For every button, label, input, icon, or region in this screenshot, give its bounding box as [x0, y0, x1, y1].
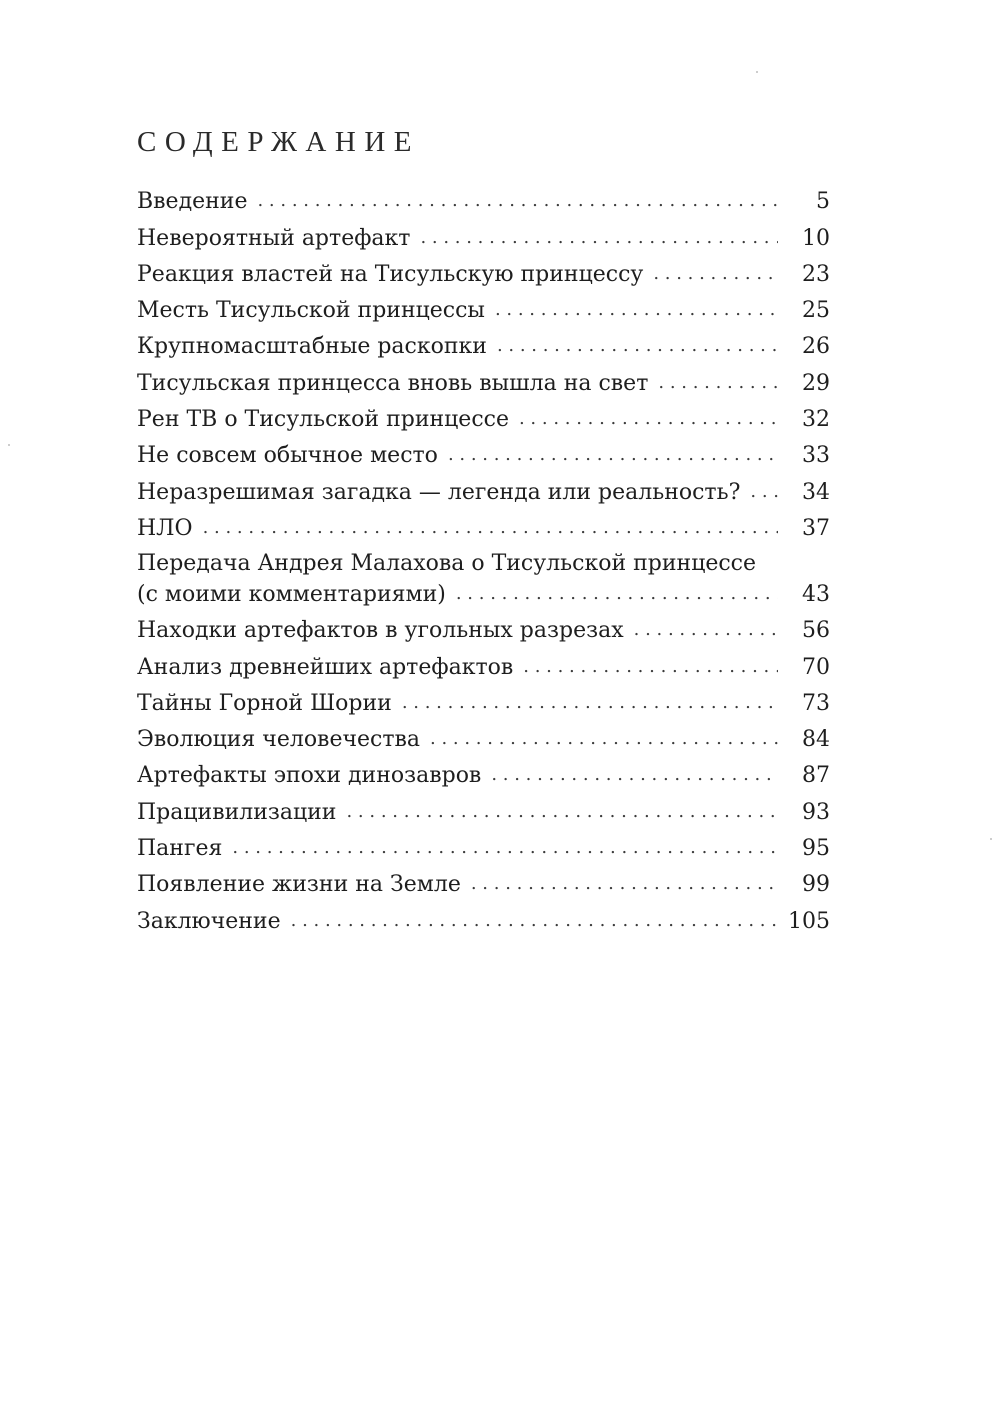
paper-speck	[8, 444, 10, 446]
toc-entry-title: Неразрешимая загадка — легенда или реальность?	[137, 478, 750, 508]
leader-dots	[448, 440, 778, 470]
toc-entry[interactable]	[137, 864, 830, 900]
toc-entry[interactable]	[137, 399, 830, 435]
toc-entry-page: 43	[802, 581, 830, 607]
toc-entry-page: 5	[816, 189, 830, 215]
toc-entry-page: 73	[802, 690, 830, 716]
toc-entry-page: 95	[802, 836, 830, 862]
toc-entry-title: Рен ТВ о Тисульской принцессе	[137, 405, 519, 435]
leader-dots	[257, 186, 778, 216]
toc-entry-title-line2: (с моими комментариями)	[137, 580, 456, 610]
toc-entry[interactable]	[137, 471, 830, 507]
toc-entry[interactable]	[137, 362, 830, 398]
toc-entry[interactable]	[137, 755, 830, 791]
toc-entry-page: 56	[802, 618, 830, 644]
toc-entry-title: Введение	[137, 187, 257, 217]
toc-entry-title: НЛО	[137, 514, 203, 544]
toc-entry-title: Эволюция человечества	[137, 725, 430, 755]
leader-dots	[203, 513, 778, 543]
leader-dots	[420, 223, 778, 253]
toc-entry-page: 70	[802, 654, 830, 680]
toc-entry-page: 29	[802, 370, 830, 396]
toc-entry[interactable]	[137, 683, 830, 719]
toc-entry[interactable]	[137, 181, 830, 217]
toc-entry-title: Месть Тисульской принцессы	[137, 296, 495, 326]
toc-entry[interactable]	[137, 791, 830, 827]
leader-dots	[471, 869, 778, 899]
toc-entry[interactable]	[137, 290, 830, 326]
toc-entry-title: Артефакты эпохи динозавров	[137, 761, 491, 791]
toc-entry-title: Крупномасштабные раскопки	[137, 332, 497, 362]
toc-entry-title: Появление жизни на Земле	[137, 870, 471, 900]
toc-entry-title: Заключение	[137, 907, 291, 937]
toc-entry-title: Тисульская принцесса вновь вышла на свет	[137, 369, 658, 399]
toc-entry-page: 34	[802, 479, 830, 505]
toc-entry-title: Анализ древнейших артефактов	[137, 653, 523, 683]
leader-dots	[634, 615, 778, 645]
toc-entry-title: Находки артефактов в угольных разрезах	[137, 616, 634, 646]
toc-entry-page: 93	[802, 799, 830, 825]
leader-dots	[750, 477, 778, 507]
toc-entry-title: Тайны Горной Шории	[137, 689, 402, 719]
paper-speck	[990, 838, 992, 840]
toc-heading: СОДЕРЖАНИЕ	[137, 126, 420, 158]
leader-dots	[497, 331, 778, 361]
toc-entry-page: 32	[802, 407, 830, 433]
toc-entry-title: Пангея	[137, 834, 232, 864]
toc-entry[interactable]	[137, 646, 830, 682]
toc-entry[interactable]	[137, 326, 830, 362]
leader-dots	[523, 652, 778, 682]
toc-entry-page: 99	[802, 872, 830, 898]
toc-entry-title: Не совсем обычное место	[137, 441, 448, 471]
toc-entry[interactable]	[137, 508, 830, 544]
toc-entry-page: 10	[802, 225, 830, 251]
leader-dots	[658, 368, 778, 398]
leader-dots	[653, 259, 778, 289]
paper-speck	[756, 71, 758, 73]
toc-list	[137, 181, 830, 937]
toc-entry[interactable]	[137, 719, 830, 755]
toc-entry-title: Працивилизации	[137, 798, 346, 828]
leader-dots	[402, 688, 778, 718]
toc-entry-page: 37	[802, 515, 830, 541]
toc-entry-page: 23	[802, 261, 830, 287]
toc-entry[interactable]	[137, 610, 830, 646]
toc-entry[interactable]	[137, 254, 830, 290]
leader-dots	[456, 579, 778, 609]
toc-entry-title-line1: Передача Андрея Малахова о Тисульской принцессе	[137, 550, 757, 576]
toc-entry-page: 87	[802, 763, 830, 789]
leader-dots	[232, 833, 778, 863]
toc-entry-page: 105	[788, 908, 830, 934]
toc-entry[interactable]	[137, 217, 830, 253]
toc-entry[interactable]	[137, 544, 830, 610]
leader-dots	[291, 906, 778, 936]
leader-dots	[346, 797, 778, 827]
toc-entry-title: Реакция властей на Тисульскую принцессу	[137, 260, 653, 290]
leader-dots	[430, 724, 778, 754]
toc-entry-title: Невероятный артефакт	[137, 224, 420, 254]
toc-entry-page: 33	[802, 443, 830, 469]
toc-entry-page: 84	[802, 727, 830, 753]
leader-dots	[519, 404, 778, 434]
toc-entry[interactable]	[137, 435, 830, 471]
leader-dots	[495, 295, 778, 325]
toc-entry-page: 25	[802, 298, 830, 324]
toc-entry-page: 26	[802, 334, 830, 360]
toc-entry[interactable]	[137, 900, 830, 936]
leader-dots	[491, 760, 778, 790]
toc-entry[interactable]	[137, 828, 830, 864]
